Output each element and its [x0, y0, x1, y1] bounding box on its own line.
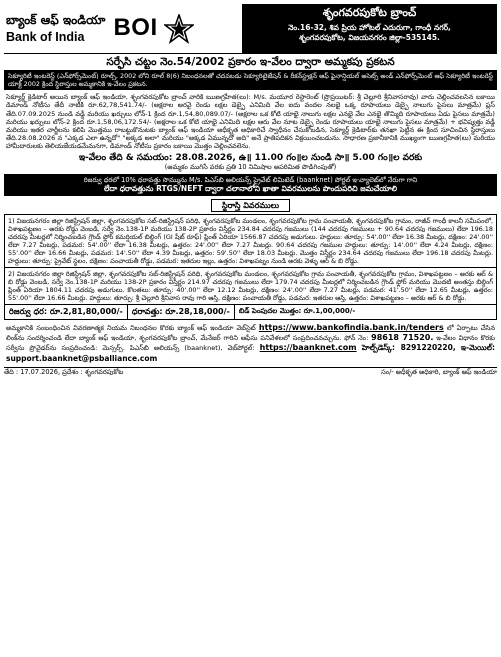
bid-increment: బిడ్ పెంపుదల మొత్తం: రూ.1,00,000/- [238, 307, 356, 316]
terms-section [4, 323, 497, 364]
property-item-2: 2) విజయనగరం జిల్లా రిజిస్ట్రేషన్ జిల్లా, శృంగవరపుకోట సబ్-రిజిస్ట్రేషన్ పరిధి, శృంగవరపుకోట మండలం, శృంగవరపుకోట గ్రామ పంచాయతీ, శృంగవరపుకోట గ్రామం, విశాఖపట్టణం – అరకు ఆర్ & బి రోడ్డు వెంబడి, సర్వే నెం.138-1P మరియు 138-2P ప్రకారం విస్తీర్ణం 214.97 చదరపు గజములు లేదా 179.74 చదరపు మీటర్లలో నిర్మించబడిన గ్రౌండ్ ఫ్లోర్ మరియు మొదటి అంతస్తు బిల్డింగ్ ప్లింత్ ఏరియా 1804.11 చదరపు అడుగులు. కొలతలు: తూర్పు: 40'.00'' లేదా 12.12 మీటర్లు, దక్షిణం: 24'.00'' లేదా 7.27 మీటర్లు, పడమర: 41'.50'' లేదా 12.65 మీటర్లు, ఉత్తరం: 55'.00'' లేదా 16.66 మీటర్లు. హద్దులు: తూర్పు: శ్రీ చెల్లూరి శ్రీనివాస రావు గారి ఆస్తి, దక్షిణం: పంచాయతీ రోడ్డు, పడమర: ఇతరుల ఆస్తి, ఉత్తరం: విశాఖపట్టణం – అరకు ఆర్ & బి రోడ్డు. [5, 267, 496, 304]
authorised-officer: సం/- అధీకృత అధికారి, బ్యాంక్ ఆఫ్ ఇండియా [381, 367, 497, 376]
notice-subtitle: సెక్యూరిటీ ఇంటరెస్ట్ (ఎన్‌ఫోర్స్‌మెంట్) రూల్స్, 2002 లోని రూల్ 8(6) నిబంధనలతో చదవబడు సెక్యూరిటైజేషన్ & రీకన్‌స్ట్రక్షన్ ఆఫ్ ఫైనాన్షియల్ అసెట్స్ అండ్ ఎన్‌ఫోర్స్‌మెంట్ ఆఫ్ సెక్యూరిటీ ఇంటరెస్ట్ యాక్ట్ 2002 క్రింద స్థిరాస్తుల అమ్మకానికి ఇ-వేలం ప్రకటన. [4, 70, 497, 90]
terms-intro: అమ్మకానికి సంబంధించిన వివరణాత్మక నియమ నిబంధనల కొరకు బ్యాంక్ ఆఫ్ ఇండియా వెబ్‌సైట్ [6, 323, 256, 332]
bank-name-telugu: బ్యాంక్ ఆఫ్ ఇండియా [6, 12, 106, 27]
branch-name: శృంగవరపుకోట బ్రాంచ్ [322, 6, 417, 19]
auction-extension-note: (అమ్మకం ముగిసే వరకు ప్రతి 10 నిమిషాల అపరిమిత పొడిగింపుతో) [164, 162, 337, 171]
support-email: ఇ-మెయిల్: support.baanknet@psballiance.com [6, 343, 495, 363]
deposit-instructions [4, 174, 497, 196]
reserve-price: రిజర్వు ధర: రూ.2,81,80,000/- [5, 305, 128, 318]
notice-footer [4, 367, 497, 377]
boi-logo: BOI [113, 14, 158, 42]
bank-brand [4, 4, 242, 53]
emd-amount: ధరావత్తు: రూ.28,18,000/- [128, 305, 235, 318]
property-item-1: 1) విజయనగరం జిల్లా రిజిస్ట్రేషన్ జిల్లా, శృంగవరపుకోట సబ్-రిజిస్ట్రేషన్ పరిధి, శృంగవరపుకోట మండలం, శృంగవరపుకోట గ్రామ పంచాయతీ, శృంగవరపుకోట గ్రామం, రాజీవ్ గాంధీ కాలనీ సమీపంలో, విశాఖపట్టణం – అరకు రోడ్డు వెంబడి, సర్వే నెం.138-1P మరియు 138-2P ప్రకారం విస్తీర్ణం 234.84 చదరపు గజములు (144 చదరపు గజములు + 90.64 చదరపు గజములు) లేదా 196.18 చదరపు మీటర్లలో నిర్మించబడిన గ్రౌండ్ ఫ్లోర్ కమర్షియల్ బిల్డింగ్ (GI షీట్ రూఫ్) ప్లింత్ ఏరియా 1566.87 చదరపు అడుగులు. హద్దులు: తూర్పు: 54'.00'' లేదా 16.38 మీటర్లు, దక్షిణం: 24'.00'' లేదా 7.27 మీటర్లు, పడమర: 54'.00'' లేదా 16.38 మీటర్లు, ఉత్తరం: 24'.00'' లేదా 7.27 మీటర్లు. 90.64 చదరపు గజముల హద్దులు: తూర్పు: 14'.00'' లేదా 4.24 మీటర్లు, దక్షిణం: 55'.00'' లేదా 16.66 మీటర్లు, పడమర: 14'.50'' లేదా 4.39 మీటర్లు, ఉత్తరం: 59'.50'' లేదా 18.03 మీటర్లు. మొత్తం విస్తీర్ణం 234.64 చదరపు గజములు లేదా 196.18 చదరపు మీటర్లు. హద్దులు: తూర్పు: ప్రైవేట్ స్థలం, దక్షిణం: పంచాయతీ రోడ్డు, పడమర: ఇతరుల ఇల్లు, ఉత్తరం: విశాఖపట్నం నుండి అరకు వెళ్ళు ఆర్ & బి రోడ్డు. [8, 217, 493, 266]
bank-name [6, 13, 105, 45]
tenders-link[interactable]: https://www.bankofindia.bank.in/tenders [258, 322, 444, 332]
terms-contact: లో ఏర్పాటు చేసిన లింక్‌ను సందర్శించండి లేదా బ్యాంక్ ఆఫ్ ఇండియా, శృంగవరపుకోట బ్రాంచ్, మేనేజర్ గారిని ఆఫీసు పనివేళలలో సంప్రదించవచ్చును. ఫోన్ నెం: [6, 323, 495, 343]
property-list [4, 214, 497, 305]
branch-address-line-1: నెం.16-32, శివ ప్రియ హోటల్ ఎదురుగా, గాంధీ నగర్, [288, 22, 451, 32]
notice-title: సర్ఫేసి చట్టం నెం.54/2002 ప్రకారం ఇ-వేలం ద్వారా అమ్మకపు ప్రకటన [106, 56, 395, 68]
auction-time: ఇ-వేలం తేది & సమయం: 28.08.2026, ఉ॥ 11.00 గం॥ల నుండి సా॥ 5.00 గం॥ల వరకు [78, 153, 423, 164]
branch-address-block [242, 4, 497, 53]
property-section-title: స్థిరాస్తి వివరములు [211, 199, 290, 212]
branch-address [248, 23, 491, 43]
price-row [4, 305, 497, 319]
branch-phone: 98618 71520. [371, 333, 434, 343]
star-logo-icon [164, 14, 194, 44]
branch-address-line-2: శృంగవరపుకోట, విజయనగరం జిల్లా-535145. [299, 32, 440, 42]
deposit-line-1: రిజర్వు ధరలో 10% ధరావత్తు సొమ్మును M/s. పిఎస్‌బి అలియన్స్ ప్రైవేట్ లిమిటెడ్ (baanknet) పోర్టల్ ఇ-వ్యాలెట్‌లో నేరుగా గాని [83, 175, 418, 184]
service-provider-info: ఇ-వేలం విధానం కొరకు సర్వీసు ప్రొవైడర్‌ను సంప్రదించండి: మెస్సర్స్. పిఎస్‌బి అలియన్స్ (baanknet), వెబ్‌పోర్టల్: [6, 334, 495, 353]
notice-header [4, 4, 497, 54]
property-section-heading [4, 199, 497, 212]
date-place: తేది : 17.07.2026, ప్రదేశం : శృంగవరపుకోట [4, 367, 124, 376]
bank-name-english: Bank of India [6, 29, 85, 44]
deposit-line-2: లేదా ధరావత్తును RTGS/NEFT ద్వారా చలానాలోని ఖాతా వివరములను పొందుపరిచి జమచేయాలి [104, 184, 397, 194]
helpdesk-number: హెల్ప్‌డెస్క్: 8291220220, [361, 343, 456, 353]
portal-link[interactable]: https://baanknet.com [259, 343, 357, 353]
notice-body: సెక్యూర్డ్ క్రెడిటార్ అయిన బ్యాంక్ ఆఫ్ ఇండియా, శృంగవరపుకోట బ్రాంచ్ వారికి ఋణగ్రహీత(లు): M/s. మయూర రెస్టారెంట్ (ప్రొప్రయిటర్: శ్రీ చెల్లూరి శ్రీనివాసరావు) వారు చెల్లించవలసిన బకాయి డిమాండ్ నోటీసు తేదీ నాటికి రూ.62,78,541.74/- (అక్షరాల అరవై రెండు లక్షల డెబ్బై ఎనిమిది వేల ఐదు వందల నలభై ఒక్క రూపాయలు డెబ్బై నాలుగు పైసలు మాత్రమే) ప్లస్ తేది.07.09.2025 నుండి వడ్డీ మరియు ఖర్చులు లోన్-1 క్రింద రూ.1,54,80,089.07/- (అక్షరాల ఒక కోటి యాభై నాలుగు లక్షల ఎనభై వేల ఎనభై తొమ్మిది రూపాయలు ఏడు పైసలు మాత్రమే) మరియు ఖర్చులు లోన్-2 క్రింద రూ.1,58,06,172.54/- (అక్షరాల ఒక కోటి యాభై ఎనిమిది లక్షల ఆరు వేల నూట డెబ్బై రెండు రూపాయలు యాభై నాలుగు పైసలు మాత్రమే) + భవిష్యత్తు వడ్డీ మరియు ఇతర చార్జీలను కలిపి మొత్తము రాబట్టుకొనుటకు బ్యాంక్ ఆఫ్ ఇండియా అధీకృత అధికారిచే స్వాధీనం చేసుకోబడిన, సెక్యూర్డ్ క్రెడిటార్‌కు తనఖా పెట్టిన ఈ క్రింద సూచించిన స్థిరాస్తులు తేది.28.08.2026 న "ఎక్కడ ఎలా ఉన్నదో" "అక్కడ అలా" మరియు "అక్కడ ఏమున్నదో అది" అనే ప్రాతిపదికన విక్రయించబడును. సాధారణ ప్రజానీకానికి ముఖ్యంగా ఋణగ్రహీత(లు) మరియు హామీదారులకు తెలియజేయడమేమనగా, డిమాండ్ నోటీసు ప్రకారం బకాయి మొత్తం చెల్లించవలెను. [6, 93, 496, 151]
